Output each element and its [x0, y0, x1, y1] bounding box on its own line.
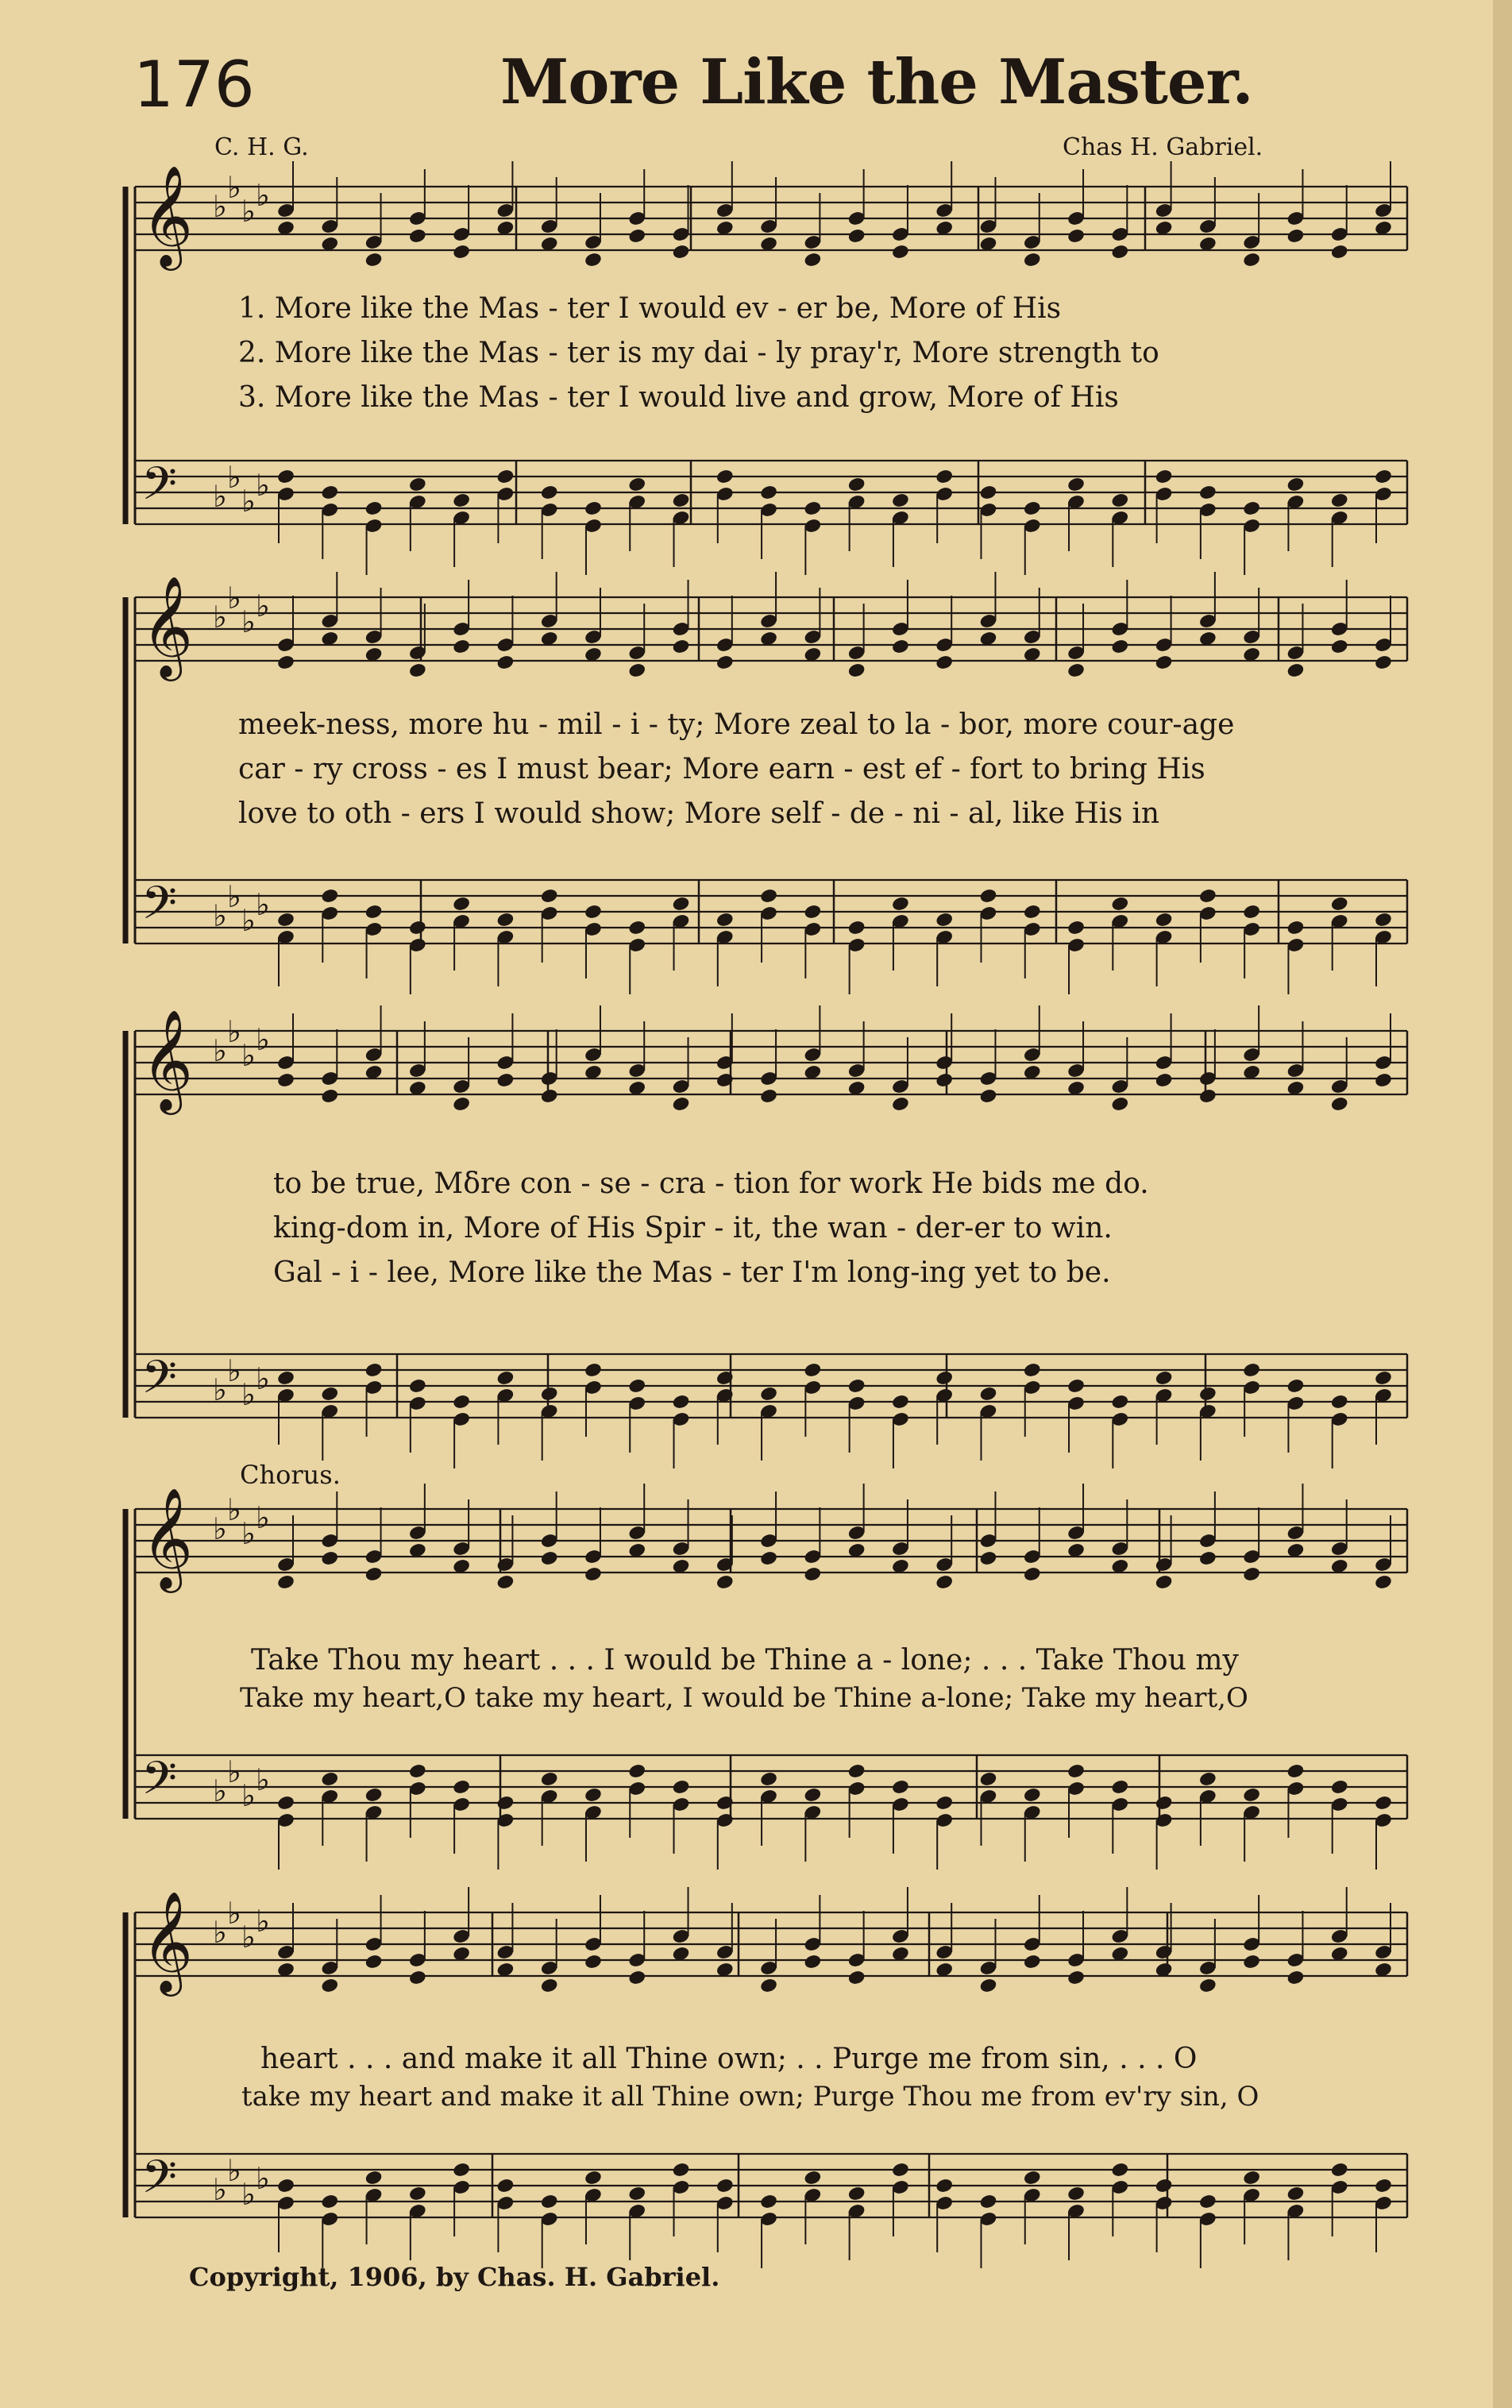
- chorus-label: Chorus.: [240, 1460, 341, 1490]
- svg-text:♭: ♭: [213, 1033, 227, 1068]
- svg-text:𝄢: 𝄢: [141, 1350, 178, 1415]
- svg-text:♭: ♭: [227, 1353, 241, 1388]
- lyric-line: 2. More like the Mas - ter is my dai - ly pray'r, More strength to: [238, 337, 1159, 369]
- svg-text:𝄞: 𝄞: [141, 164, 194, 266]
- svg-text:♭: ♭: [227, 879, 241, 914]
- svg-text:♭: ♭: [256, 2161, 270, 2196]
- lyric-line: to be true, Mδre con - se - cra - tion for work He bids me do.: [273, 1167, 1149, 1200]
- svg-text:♭: ♭: [213, 600, 227, 635]
- lyric-line: 3. More like the Mas - ter I would live and grow, More of His: [238, 381, 1119, 414]
- svg-text:♭: ♭: [256, 1500, 270, 1535]
- lyric-line: take my heart and make it all Thine own; Purge Thou me from ev'ry sin, O: [241, 2081, 1259, 2113]
- lyric-line: heart . . . and make it all Thine own; . . Purge me from sin, . . . O: [260, 2043, 1198, 2075]
- svg-text:♭: ♭: [241, 194, 256, 229]
- svg-text:𝄞: 𝄞: [141, 1890, 194, 1992]
- svg-text:♭: ♭: [256, 887, 270, 922]
- svg-text:♭: ♭: [213, 479, 227, 514]
- svg-text:𝄞: 𝄞: [141, 1009, 194, 1110]
- svg-text:♭: ♭: [227, 1896, 241, 1931]
- svg-text:♭: ♭: [241, 1038, 256, 1073]
- svg-text:𝄞: 𝄞: [141, 575, 194, 677]
- svg-text:♭: ♭: [227, 1014, 241, 1049]
- lyric-line: Gal - i - lee, More like the Mas - ter I'm long-ing yet to be.: [273, 1256, 1111, 1289]
- svg-text:♭: ♭: [227, 581, 241, 616]
- svg-text:♭: ♭: [213, 1511, 227, 1546]
- svg-text:♭: ♭: [241, 604, 256, 639]
- music-credit: Chas H. Gabriel.: [1063, 133, 1263, 161]
- svg-text:♭: ♭: [256, 468, 270, 503]
- page-number: 176: [133, 48, 255, 122]
- svg-text:♭: ♭: [241, 1920, 256, 1955]
- svg-text:♭: ♭: [241, 903, 256, 938]
- svg-text:♭: ♭: [227, 1492, 241, 1527]
- svg-text:♭: ♭: [213, 1915, 227, 1950]
- svg-text:♭: ♭: [256, 588, 270, 623]
- svg-text:♭: ♭: [227, 460, 241, 495]
- lyric-line: love to oth - ers I would show; More self - de - ni - al, like His in: [238, 797, 1160, 830]
- svg-text:♭: ♭: [213, 189, 227, 224]
- svg-text:♭: ♭: [256, 1904, 270, 1939]
- copyright-notice: Copyright, 1906, by Chas. H. Gabriel.: [189, 2262, 720, 2292]
- lyric-line: Take my heart,O take my heart, I would be Thine a-lone; Take my heart,O: [240, 1682, 1248, 1714]
- svg-text:𝄢: 𝄢: [141, 457, 178, 522]
- svg-text:♭: ♭: [241, 2177, 256, 2212]
- svg-text:𝄢: 𝄢: [141, 876, 178, 941]
- svg-text:♭: ♭: [213, 1372, 227, 1407]
- svg-text:♭: ♭: [227, 1754, 241, 1789]
- svg-text:♭: ♭: [241, 1778, 256, 1813]
- svg-text:♭: ♭: [256, 1022, 270, 1057]
- lyric-line: meek-ness, more hu - mil - i - ty; More zeal to la - bor, more cour-age: [238, 708, 1235, 741]
- svg-text:♭: ♭: [241, 484, 256, 519]
- svg-text:♭: ♭: [213, 898, 227, 933]
- svg-text:𝄢: 𝄢: [141, 2150, 178, 2215]
- lyric-line: king-dom in, More of His Spir - it, the wan - der-er to win.: [273, 1212, 1113, 1245]
- svg-text:♭: ♭: [256, 1762, 270, 1797]
- svg-text:𝄢: 𝄢: [141, 1751, 178, 1816]
- svg-text:𝄞: 𝄞: [141, 1487, 194, 1588]
- svg-text:♭: ♭: [241, 1377, 256, 1412]
- hymn-title: More Like the Master.: [500, 46, 1253, 118]
- svg-text:♭: ♭: [213, 2172, 227, 2207]
- words-credit: C. H. G.: [214, 133, 309, 161]
- svg-text:♭: ♭: [227, 2153, 241, 2188]
- lyric-line: 1. More like the Mas - ter I would ev - er be, More of His: [238, 292, 1062, 325]
- lyric-line: Take Thou my heart . . . I would be Thine a - lone; . . . Take Thou my: [251, 1644, 1239, 1677]
- lyric-line: car - ry cross - es I must bear; More earn - est ef - fort to bring His: [238, 753, 1205, 785]
- svg-text:♭: ♭: [241, 1516, 256, 1551]
- svg-text:♭: ♭: [227, 170, 241, 205]
- svg-text:♭: ♭: [256, 1361, 270, 1396]
- svg-text:♭: ♭: [256, 178, 270, 213]
- svg-text:♭: ♭: [213, 1773, 227, 1808]
